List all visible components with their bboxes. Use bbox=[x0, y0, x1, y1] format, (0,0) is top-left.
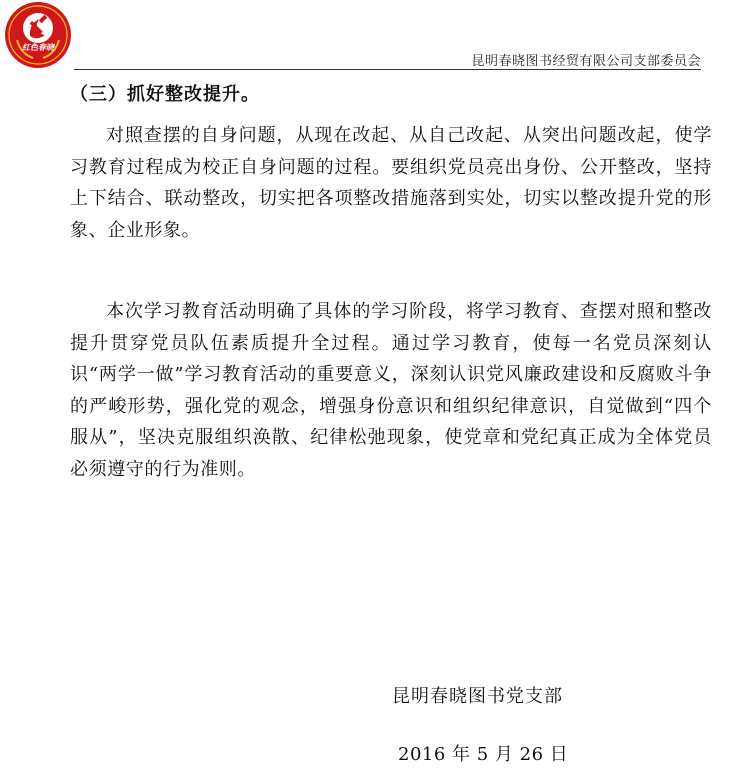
logo-text: 红色春晓 bbox=[22, 42, 54, 52]
document-date: 2016 年 5 月 26 日 bbox=[398, 744, 569, 765]
section-heading: （三）抓好整改提升。 bbox=[70, 84, 260, 105]
header-organization-name: 昆明春晓图书经贸有限公司支部委员会 bbox=[471, 54, 701, 69]
body-paragraph: 本次学习教育活动明确了具体的学习阶段，将学习教育、查摆对照和整改提升贯穿党员队伍素质提升全过程。通过学习教育，使每一名党员深刻认识“两学一做”学习教育活动的重要意义，深刻认识党风廉政建设和反腐败斗争的严峻形势，强化党的观念，增强身份意识和组织纪律意识，自觉做到“四个服从”，坚决克服组织涣散、纪律松弛现象，使党章和党纪真正成为全体党员必须遵守的行为准则。 bbox=[70, 301, 712, 480]
party-emblem-logo bbox=[3, 0, 73, 70]
header-divider bbox=[74, 69, 701, 70]
body-paragraph: 对照查摆的自身问题，从现在改起、从自己改起、从突出问题改起，使学习教育过程成为校正自身问题的过程。要组织党员亮出身份、公开整改，坚持上下结合、联动整改，切实把各项整改措施落到实处，切实以整改提升党的形象、企业形象。 bbox=[70, 125, 712, 241]
signature-branch-name: 昆明春晓图书党支部 bbox=[392, 686, 563, 707]
